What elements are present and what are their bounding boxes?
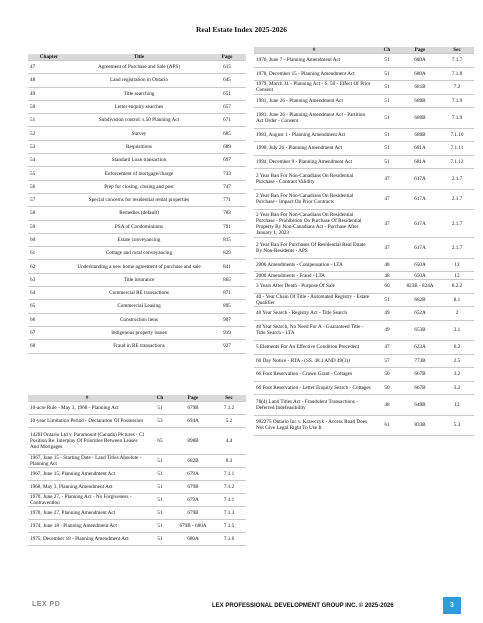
table-cell: 59 <box>28 220 70 233</box>
table-cell: 8.1 <box>440 293 474 307</box>
table-cell: 694A <box>174 415 212 428</box>
table-row <box>28 340 246 353</box>
table-cell: 771 <box>208 193 246 206</box>
table-cell: 841 <box>208 260 246 273</box>
table-cell: 2 Year Ban For Purchases Of Residential Real Estate By Non-Residents - APS <box>254 238 374 259</box>
table-cell: 64 <box>28 287 70 300</box>
table-cell: 615 <box>208 61 246 74</box>
table-cell: 681A <box>400 155 440 169</box>
table-cell: 650A <box>400 272 440 280</box>
table-cell: 3 Years After Death - Purpose Of Sale <box>254 280 374 294</box>
table-cell: 7.1.9 <box>440 94 474 108</box>
table-cell: 56 <box>28 180 70 193</box>
table-cell: 51 <box>374 81 400 95</box>
table-cell: 689 <box>208 140 246 153</box>
table-row <box>28 520 246 533</box>
table-cell: 7.2 <box>440 81 474 95</box>
table-cell: 651 <box>208 87 246 100</box>
table-cell: 652A <box>400 307 440 321</box>
table-cell: 679A <box>174 468 212 481</box>
table-cell: 1981, June 26 - Planning Amendment Act - Partition Act Order - Consent <box>254 108 374 129</box>
table-cell: 47 <box>374 341 400 355</box>
table-cell: Estate conveyancing <box>70 233 208 246</box>
table-row <box>254 280 474 294</box>
table-row <box>254 94 474 108</box>
table-row <box>28 61 246 74</box>
table-row <box>28 180 246 193</box>
table-row <box>254 67 474 81</box>
table-cell: 66 <box>28 313 70 326</box>
table-cell: 48 <box>28 74 70 87</box>
table-cell: 682B <box>174 455 212 468</box>
table-row <box>28 100 246 113</box>
table-cell: 747 <box>208 180 246 193</box>
table-cell: Remedies (default) <box>70 207 208 220</box>
table-cell: 653B <box>400 320 440 341</box>
table-cell: 8.3 <box>212 455 246 468</box>
table-cell: 617A <box>400 210 440 238</box>
table-cell: 40 Year Search, No Need For A - Guaranteed Title - Title Search - LTA <box>254 320 374 341</box>
table-cell: 7.1.9 <box>440 108 474 129</box>
table-row <box>28 402 246 415</box>
table-row <box>28 220 246 233</box>
table-row <box>28 287 246 300</box>
table-cell: 10-acre Rule - May 3, 1968 - Planning Act <box>28 402 146 415</box>
table-cell: 2.1.7 <box>440 238 474 259</box>
table-cell: 2.5 <box>440 354 474 368</box>
table-row <box>28 154 246 167</box>
table-cell: 58 <box>28 207 70 220</box>
table-cell: 2 Year Ban For Non-Canadians On Residential Purchase - Contract Validity <box>254 169 374 190</box>
table-cell: Agreement of Purchase and Sale (APS) <box>70 61 208 74</box>
table-cell: 617A <box>400 169 440 190</box>
table-cell: Letter enquiry searches <box>70 100 208 113</box>
table-cell: 773B <box>400 354 440 368</box>
company-logo: LEX PD <box>32 601 61 608</box>
table-cell: 51 <box>374 155 400 169</box>
table-cell: 51 <box>374 293 400 307</box>
table-cell: 57 <box>374 354 400 368</box>
column-header: Ch <box>146 395 174 402</box>
table-cell: 63 <box>28 273 70 286</box>
table-cell: 680B <box>400 94 440 108</box>
table-row <box>254 155 474 169</box>
table-cell: 1990, July 26 - Planning Amendment Act <box>254 142 374 156</box>
table-cell: Indigenous property issues <box>70 326 208 339</box>
table-cell: 47 <box>374 238 400 259</box>
table-row <box>28 481 246 494</box>
table-cell: 2 Year Ban For Non-Canadians On Residential Purchase - Prohibition On Purchase Of Residential Property By Non-Canadians Act - Purchase After January 1, 2023 <box>254 210 374 238</box>
table-cell: 7.1.10 <box>440 128 474 142</box>
table-cell: 61 <box>28 247 70 260</box>
table-row <box>28 260 246 273</box>
table-cell: 1983, August 1 - Planning Amendment Act <box>254 128 374 142</box>
table-cell: 667B <box>400 368 440 382</box>
table-cell: Commercial RE transactions <box>70 287 208 300</box>
table-cell: 51 <box>374 108 400 129</box>
table-cell: 6.2 <box>440 341 474 355</box>
table-cell: 671 <box>208 114 246 127</box>
table-cell: 1970, June 27, Planning Amendment Act <box>28 507 146 520</box>
table-cell: 7.1.7 <box>440 54 474 68</box>
table-row <box>254 258 474 272</box>
column-header: Chapter <box>28 54 70 61</box>
table-cell: Commercial Leasing <box>70 300 208 313</box>
table-cell: 680B <box>400 108 440 129</box>
table-cell: 60 <box>28 233 70 246</box>
table-cell: PSA of Condominiums <box>70 220 208 233</box>
table-row <box>28 233 246 246</box>
table-cell: Land registration in Ontario <box>70 74 208 87</box>
table-cell: 680B <box>400 128 440 142</box>
table-cell: Understanding a new home agreement of purchase and sale <box>70 260 208 273</box>
table-cell: 679A <box>174 494 212 507</box>
table-row <box>28 313 246 326</box>
table-cell: 5.3 <box>440 415 474 436</box>
table-cell: 12 <box>440 272 474 280</box>
table-row <box>28 247 246 260</box>
page-title: Real Estate Index 2025-2026 <box>195 25 288 34</box>
table-cell: 680A <box>400 54 440 68</box>
table-cell: 47 <box>28 61 70 74</box>
table-cell: 49 <box>374 320 400 341</box>
table-cell: 1994, December 9 - Planning Amendment Act <box>254 155 374 169</box>
table-cell: 51 <box>374 142 400 156</box>
table-cell: 992275 Ontario Inc v. Krawczyk - Access Road Does Not Give Legal Right To Use It <box>254 415 374 436</box>
table-cell: Standard Loan transaction <box>70 154 208 167</box>
table-cell: Enforcement of mortgage/charge <box>70 167 208 180</box>
table-cell: 51 <box>28 114 70 127</box>
table-cell: 61 <box>374 415 400 436</box>
table-row <box>254 307 474 321</box>
table-cell: 66 Foot Reservation - Letter Enquiry Search - Cottages <box>254 381 374 395</box>
table-row <box>254 81 474 95</box>
column-header: Sec <box>212 395 246 402</box>
table-row <box>28 468 246 481</box>
index-table-bottom <box>28 395 246 546</box>
column-header: Page <box>174 395 212 402</box>
table-cell: 51 <box>146 481 174 494</box>
table-cell: 650A <box>400 258 440 272</box>
table-row <box>28 74 246 87</box>
table-cell: 7.1.12 <box>440 155 474 169</box>
table-cell: 682B <box>400 293 440 307</box>
table-cell: 1979, March 31 - Planning Act - S. 50 - Effect Of Prior Consent <box>254 81 374 95</box>
table-cell: 2 <box>440 307 474 321</box>
table-cell: 50 <box>374 381 400 395</box>
table-cell: 895 <box>208 300 246 313</box>
table-cell: 7.1.8 <box>440 67 474 81</box>
column-header: # <box>254 47 374 54</box>
chapter-table <box>28 54 246 354</box>
table-cell: 53 <box>146 415 174 428</box>
table-cell: Title insurance <box>70 273 208 286</box>
table-cell: 54 <box>28 154 70 167</box>
table-cell: Prep for closing, closing and post <box>70 180 208 193</box>
table-cell: 78(4) Land Titles Act - Fraudulent Transactions - Deferred Indefeasibility <box>254 395 374 416</box>
table-cell: 51 <box>374 128 400 142</box>
table-cell: 68 <box>28 340 70 353</box>
table-cell: 1976, June 7 - Planning Amendment Act <box>254 54 374 68</box>
table-cell: 2 Year Ban For Non-Canadians On Residential Purchase - Impact On Prior Contracts <box>254 189 374 210</box>
table-cell: 1974, June 18 - Planning Amendment Act <box>28 520 146 533</box>
column-header: Ch <box>374 47 400 54</box>
table-cell: 617A <box>400 189 440 210</box>
table-cell: 645 <box>208 74 246 87</box>
table-row <box>254 368 474 382</box>
table-cell: 679B <box>174 507 212 520</box>
table-cell: 907 <box>208 313 246 326</box>
table-cell: Requisitions <box>70 140 208 153</box>
table-cell: 681B <box>400 81 440 95</box>
table-row <box>254 238 474 259</box>
table-cell: 7.1.11 <box>440 142 474 156</box>
table-cell: Fraud in RE transactions <box>70 340 208 353</box>
table-cell: 680A <box>174 533 212 546</box>
table-row <box>254 169 474 190</box>
table-cell: 51 <box>146 468 174 481</box>
table-cell: 49 <box>28 87 70 100</box>
table-cell: 685 <box>208 127 246 140</box>
table-row <box>254 189 474 210</box>
table-cell: 815 <box>208 233 246 246</box>
table-cell: 7.1.2 <box>212 481 246 494</box>
table-cell: 65 <box>146 428 174 455</box>
table-cell: 1970, June 27, - Planning Act - No Forgiveness - Contravention <box>28 494 146 507</box>
table-cell: 4.4 <box>212 428 246 455</box>
table-cell: 1967, June 15, Planning Amendment Act <box>28 468 146 481</box>
table-cell: 50 <box>28 100 70 113</box>
table-cell: 5 Elements For An Effective Condition Precedent <box>254 341 374 355</box>
table-cell: 49 <box>374 307 400 321</box>
table-cell: 681A <box>400 142 440 156</box>
table-cell: 7.1.5 <box>212 520 246 533</box>
table-cell: 55 <box>28 167 70 180</box>
table-cell: 8.2.2 <box>440 280 474 294</box>
table-cell: 833B <box>400 415 440 436</box>
column-header: # <box>28 395 146 402</box>
table-cell: 48 <box>374 272 400 280</box>
table-cell: 3.2 <box>440 381 474 395</box>
footer-copyright: LEX PROFESSIONAL DEVELOPMENT GROUP INC. © 2025-2026 <box>212 603 394 609</box>
table-row <box>28 428 246 455</box>
table-cell: 48 <box>374 258 400 272</box>
table-cell: 40 - Year Chain Of Title - Automated Registry - Estate Qualifier <box>254 293 374 307</box>
table-cell: 51 <box>374 94 400 108</box>
table-row <box>254 395 474 416</box>
table-cell: 679B <box>174 402 212 415</box>
table-row <box>254 341 474 355</box>
table-cell: 1975, December 18 - Planning Amendment Act <box>28 533 146 546</box>
table-row <box>28 207 246 220</box>
page-number-badge: 3 <box>443 597 461 614</box>
table-row <box>28 87 246 100</box>
table-row <box>28 114 246 127</box>
table-cell: 871 <box>208 287 246 300</box>
column-header: Page <box>400 47 440 54</box>
table-row <box>28 494 246 507</box>
table-cell: 66 Foot Reservation - Crown Grant - Cottages <box>254 368 374 382</box>
table-row <box>28 140 246 153</box>
table-cell: 65 <box>28 300 70 313</box>
table-cell: 51 <box>374 54 400 68</box>
table-row <box>28 127 246 140</box>
table-cell: 7.1.1 <box>212 468 246 481</box>
table-cell: 60 <box>374 280 400 294</box>
table-row <box>28 415 246 428</box>
table-cell: 679B - 680A <box>174 520 212 533</box>
table-row <box>254 54 474 68</box>
table-cell: 679B <box>174 481 212 494</box>
table-cell: 53 <box>28 140 70 153</box>
table-row <box>254 108 474 129</box>
table-cell: 865 <box>208 273 246 286</box>
table-cell: 623A <box>400 341 440 355</box>
table-cell: 51 <box>146 520 174 533</box>
table-cell: 12 <box>440 395 474 416</box>
table-cell: 898B <box>174 428 212 455</box>
table-cell: 1981, June 26 - Planning Amendment Act <box>254 94 374 108</box>
table-row <box>254 210 474 238</box>
table-row <box>28 300 246 313</box>
table-row <box>28 193 246 206</box>
table-cell: 40 Year Search - Registry Act - Title Search <box>254 307 374 321</box>
table-cell: 47 <box>374 210 400 238</box>
table-row <box>28 455 246 468</box>
table-cell: 48 <box>374 395 400 416</box>
table-cell: 50 <box>374 368 400 382</box>
table-cell: 12 <box>440 258 474 272</box>
table-row <box>254 142 474 156</box>
table-cell: 617A <box>400 238 440 259</box>
table-cell: 62 <box>28 260 70 273</box>
table-row <box>28 273 246 286</box>
table-cell: 2.1.7 <box>440 210 474 238</box>
table-cell: 657 <box>208 100 246 113</box>
table-cell: 10-year Limitation Period - Declaration Of Possession <box>28 415 146 428</box>
table-cell: 1978, December 15 - Planning Amendment Act <box>254 67 374 81</box>
table-cell: 7.1.3 <box>212 507 246 520</box>
index-table-right <box>254 47 474 436</box>
table-cell: 51 <box>374 67 400 81</box>
table-cell: Survey <box>70 127 208 140</box>
table-row <box>28 533 246 546</box>
table-cell: 919 <box>208 326 246 339</box>
table-row <box>254 293 474 307</box>
table-cell: 783 <box>208 207 246 220</box>
table-cell: 47 <box>374 189 400 210</box>
table-cell: 2006 Amendments - Fraud - LTA <box>254 272 374 280</box>
table-cell: 7.1.1 <box>212 494 246 507</box>
table-cell: 47 <box>374 169 400 190</box>
table-row <box>28 507 246 520</box>
table-cell: 680A <box>400 67 440 81</box>
table-cell: 697 <box>208 154 246 167</box>
column-header: Sec <box>440 47 474 54</box>
table-cell: Subdivision control: s.50 Planning Act <box>70 114 208 127</box>
table-cell: 927 <box>208 340 246 353</box>
table-row <box>254 128 474 142</box>
table-row <box>254 381 474 395</box>
table-cell: 649B <box>400 395 440 416</box>
table-cell: 51 <box>146 402 174 415</box>
table-cell: Construction liens <box>70 313 208 326</box>
column-header: Page <box>208 54 246 61</box>
table-cell: 5.2 <box>212 415 246 428</box>
table-cell: 2.1.7 <box>440 189 474 210</box>
table-cell: 51 <box>146 455 174 468</box>
table-cell: 51 <box>146 533 174 546</box>
table-cell: 51 <box>146 494 174 507</box>
table-row <box>254 272 474 280</box>
table-cell: 7.1.2 <box>212 402 246 415</box>
table-row <box>254 320 474 341</box>
table-row <box>28 167 246 180</box>
table-cell: 57 <box>28 193 70 206</box>
table-cell: 60 Day Notice - RTA - (SS. 48.1 AND 49(3)) <box>254 354 374 368</box>
table-row <box>254 415 474 436</box>
column-header: Title <box>70 54 208 61</box>
table-cell: 3.2 <box>440 368 474 382</box>
table-row <box>254 354 474 368</box>
table-cell: 7.1.6 <box>212 533 246 546</box>
table-cell: 67 <box>28 326 70 339</box>
table-cell: 1968, May 3, Planning Amendment Act <box>28 481 146 494</box>
table-row <box>28 326 246 339</box>
table-cell: 823B - 824A <box>400 280 440 294</box>
table-cell: 667B <box>400 381 440 395</box>
table-cell: 1420I Ontario Ltd v. Paramount (Canada) Pictures - Cl Position Re: Interplay Of Priorities Between Leases And Mortgages <box>28 428 146 455</box>
table-cell: Special concerns for residential rental properties <box>70 193 208 206</box>
table-cell: 51 <box>146 507 174 520</box>
table-cell: 733 <box>208 167 246 180</box>
table-cell: Cottage and rural conveyancing <box>70 247 208 260</box>
table-cell: 3.1 <box>440 320 474 341</box>
table-cell: 791 <box>208 220 246 233</box>
table-cell: 1967, June 15 - Starting Date - Land Titles Absolute - Planning Act <box>28 455 146 468</box>
table-cell: 52 <box>28 127 70 140</box>
table-cell: Title searching <box>70 87 208 100</box>
table-cell: 2006 Amendments - Compensation - LTA <box>254 258 374 272</box>
table-cell: 829 <box>208 247 246 260</box>
table-cell: 2.1.7 <box>440 169 474 190</box>
